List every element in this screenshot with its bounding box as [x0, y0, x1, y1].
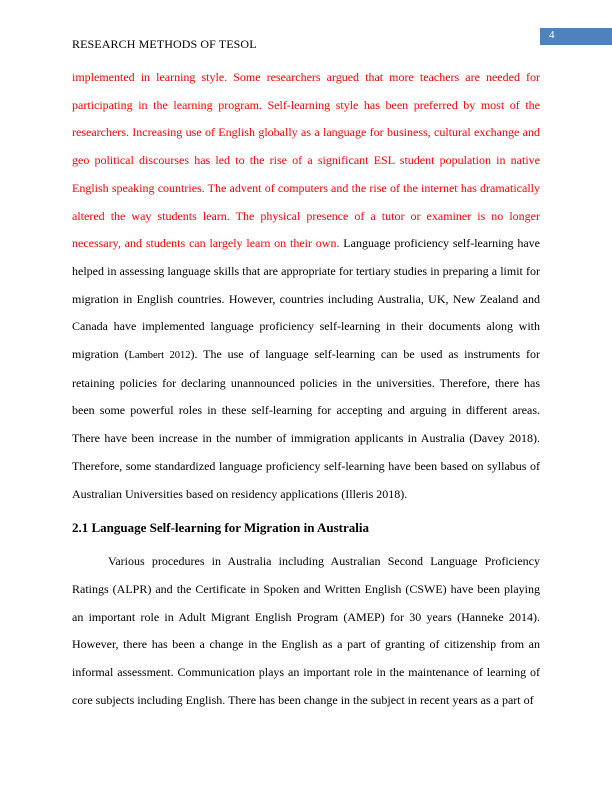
paragraph-intro — [72, 64, 540, 508]
running-header: RESEARCH METHODS OF TESOL — [72, 37, 257, 51]
section-heading: 2.1 Language Self-learning for Migration in Australia — [72, 520, 369, 536]
citation: Lambert 2012 — [128, 350, 191, 362]
page-number-badge: 4 — [540, 28, 612, 45]
paragraph-text: Language proficiency self-learning have helped in assessing language skills that are appropriate for tertiary studies in preparing a limit for migration in English countries. However, countries including Australia, UK, New Zealand and Canada have implemented language proficiency self-learning in their documents along with migration ( — [72, 236, 540, 362]
highlighted-text: implemented in learning style. Some researchers argued that more teachers are needed for participating in the learning program. Self-learning style has been preferred by most of the researchers. Increasing use of English globally as a language for business, cultural exchange and geo political discourses has led to the rise of a significant ESL student population in native English speaking countries. The advent of computers and the rise of the internet has dramatically altered the way students learn. The physical presence of a tutor or examiner is no longer necessary, and students can largely learn on their own. — [72, 70, 540, 251]
section-paragraph: Various procedures in Australia including Australian Second Language Proficiency Ratings (ALPR) and the Certificate in Spoken and Written English (CSWE) have been playing an important role in Adult Migrant English Program (AMEP) for 30 years (Hanneke 2014). However, there has been a change in the English as a part of granting of citizenship from an informal assessment. Communication plays an important role in the maintenance of learning of core subjects including English. There has been change in the subject in recent years as a part of — [72, 554, 540, 707]
body-text — [72, 64, 540, 714]
paragraph-text-continued: ). The use of language self-learning can be used as instruments for retaining policies for declaring unannounced policies in the universities. Therefore, there has been some powerful roles in these self-learning for accepting and arguing in different areas. There have been increase in the number of immigration applicants in Australia (Davey 2018). Therefore, some standardized language proficiency self-learning have been based on syllabus of Australian Universities based on residency applications (Illeris 2018). — [72, 347, 541, 501]
